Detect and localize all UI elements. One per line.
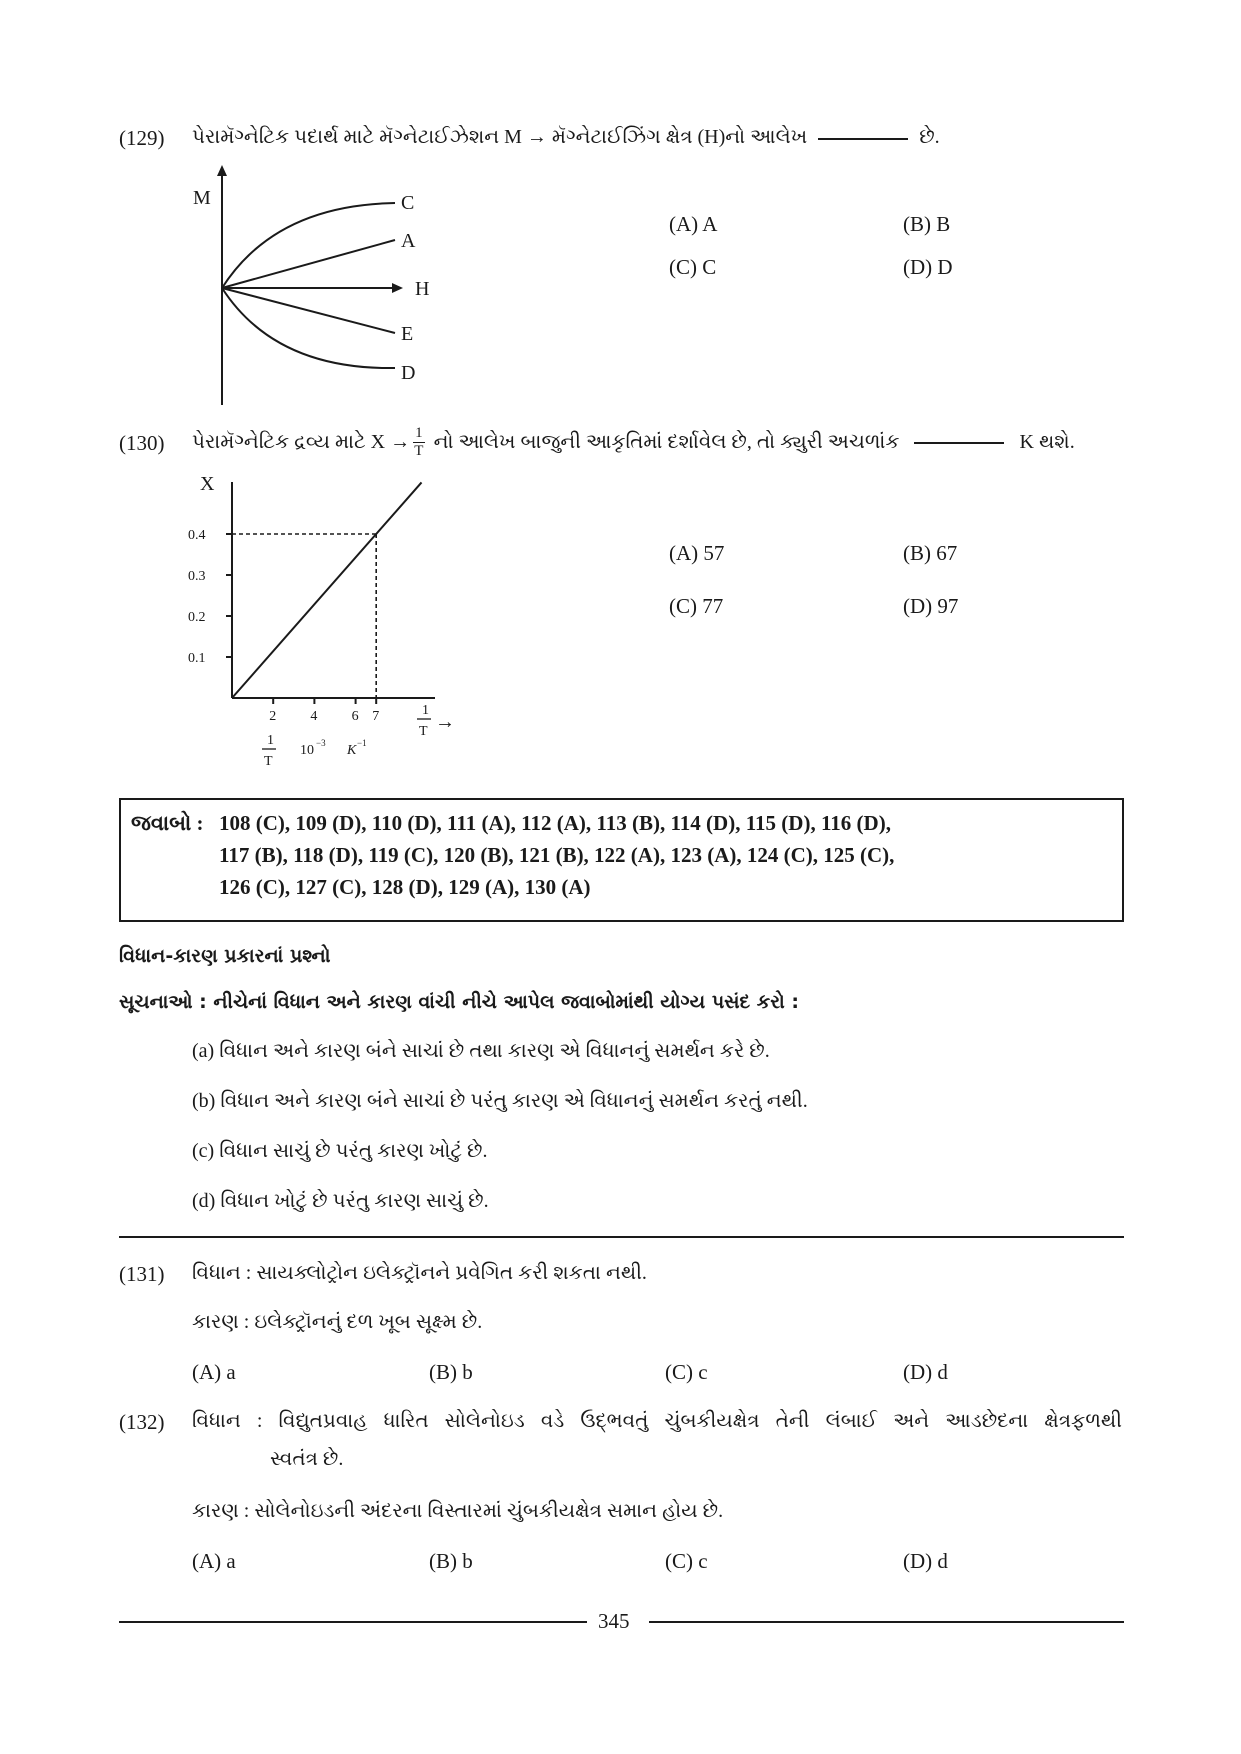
q130-number: (130) <box>119 431 165 455</box>
q130-units-power-exp: −3 <box>316 738 326 748</box>
q132-option-a[interactable]: (A) a <box>192 1549 236 1573</box>
q131-statement: વિધાન : સાયક્લોટ્રોન ઇલેક્ટ્રૉનને પ્રવેગિત કરી શકતા નથી. <box>192 1262 647 1284</box>
q130-y-label: X <box>200 473 215 495</box>
q130-frac-den: T <box>414 442 424 459</box>
q130-x-tick-label: 2 <box>269 709 277 724</box>
footer-rule-left <box>119 1621 587 1623</box>
q131-option-c[interactable]: (C) c <box>665 1360 708 1384</box>
choice-b: (b) વિધાન અને કારણ બંને સાચાં છે પરંતુ કારણ એ વિધાનનું સમર્થન કરતું નથી. <box>192 1090 808 1112</box>
q130-y-ticks <box>188 528 232 666</box>
q129-option-d[interactable]: (D) D <box>903 255 953 279</box>
footer-rule-right <box>649 1621 1124 1623</box>
q129-graph <box>185 165 445 410</box>
q131-reason: કારણ : ઇલેક્ટ્રૉનનું દળ ખૂબ સૂક્ષ્મ છે. <box>192 1311 483 1333</box>
q130-x-tick-label: 4 <box>310 709 318 724</box>
q129-label-c: C <box>401 192 415 214</box>
q129-suffix: છે. <box>919 126 940 148</box>
q129-curve-c <box>222 203 395 288</box>
q130-text-before: પેરામૅગ્નેટિક દ્રવ્ય માટે X → <box>192 430 411 453</box>
q129-x-arrow <box>392 283 403 293</box>
q130-graph <box>185 470 470 770</box>
q132-number: (132) <box>119 1410 165 1434</box>
q129-label-d: D <box>401 362 416 384</box>
section-divider <box>119 1236 1124 1238</box>
q131-number: (131) <box>119 1262 165 1286</box>
q129-text <box>192 126 940 149</box>
q131-option-b[interactable]: (B) b <box>429 1360 473 1384</box>
q130-text <box>192 420 1075 464</box>
q130-text-after: નો આલેખ બાજુની આકૃતિમાં દર્શાવેલ છે, તો ક્યુરી અચળાંક <box>433 430 900 453</box>
q130-blank <box>914 441 1004 444</box>
q132-option-b[interactable]: (B) b <box>429 1549 473 1573</box>
q132-statement-line-2: સ્વતંત્ર છે. <box>270 1448 344 1470</box>
q130-xlabel-den: T <box>419 724 428 739</box>
q130-y-tick-label: 0.1 <box>188 651 206 666</box>
q130-suffix: K થશે. <box>1019 430 1075 453</box>
choice-d: (d) વિધાન ખોટું છે પરંતુ કારણ સાચું છે. <box>192 1190 489 1212</box>
q132-option-d[interactable]: (D) d <box>903 1549 948 1573</box>
q130-y-tick-label: 0.3 <box>188 569 206 584</box>
q129-blank <box>818 137 908 140</box>
q132-reason: કારણ : સોલેનોઇડની અંદરના વિસ્તારમાં ચુંબકીયક્ષેત્ર સમાન હોય છે. <box>192 1500 724 1522</box>
q129-x-label: H <box>415 278 430 300</box>
q132-statement-line-1: વિધાન : વિદ્યુતપ્રવાહ ધારિત સોલેનોઇડ વડે ઉદ્ભવતું ચુંબકીયક્ષેત્ર તેની લંબાઈ અને આડછેદના ક્ષેત્રફળથી <box>192 1410 1122 1432</box>
q129-option-a[interactable]: (A) A <box>669 212 718 236</box>
q129-curve-d <box>222 288 395 368</box>
q130-units-den: T <box>264 754 273 769</box>
q129-curve-e <box>222 288 395 333</box>
q130-y-tick-label: 0.2 <box>188 610 206 625</box>
page-number: 345 <box>598 1609 630 1633</box>
section-title: વિધાન-કારણ પ્રકારનાં પ્રશ્નો <box>119 945 331 967</box>
q131-option-d[interactable]: (D) d <box>903 1360 948 1384</box>
q129-y-label: M <box>193 187 211 209</box>
answers-label: જવાબો : <box>131 811 204 835</box>
q131-option-a[interactable]: (A) a <box>192 1360 236 1384</box>
q129-label-e: E <box>401 323 414 345</box>
q130-units-power: 10 <box>300 743 314 758</box>
q129-curve-a <box>222 240 395 288</box>
q129-y-arrow <box>217 165 227 176</box>
choice-a: (a) વિધાન અને કારણ બંને સાચાં છે તથા કારણ એ વિધાનનું સમર્થન કરે છે. <box>192 1040 770 1062</box>
q130-y-tick-label: 0.4 <box>188 528 206 543</box>
q130-xlabel-num: 1 <box>422 703 429 718</box>
q129-text-main: પેરામૅગ્નેટિક પદાર્થ માટે મૅગ્નેટાઈઝેશન M → મૅગ્નેટાઈઝિંગ ક્ષેત્ર (H)નો આલેખ <box>192 126 808 148</box>
q130-option-d[interactable]: (D) 97 <box>903 594 959 618</box>
q129-option-c[interactable]: (C) C <box>669 255 717 279</box>
q130-xlabel-arrow: → <box>435 711 455 733</box>
q130-x-tick-label: 6 <box>351 709 359 724</box>
choice-c: (c) વિધાન સાચું છે પરંતુ કારણ ખોટું છે. <box>192 1140 488 1162</box>
q130-option-b[interactable]: (B) 67 <box>903 541 958 565</box>
answers-line-3: 126 (C), 127 (C), 128 (D), 129 (A), 130 (A) <box>219 875 591 899</box>
q130-frac-num: 1 <box>415 424 423 441</box>
section-instructions: સૂચનાઓ : નીચેનાં વિધાન અને કારણ વાંચી નીચે આપેલ જવાબોમાંથી યોગ્ય પસંદ કરો : <box>119 991 799 1013</box>
q132-option-c[interactable]: (C) c <box>665 1549 708 1573</box>
answers-line-2: 117 (B), 118 (D), 119 (C), 120 (B), 121 (B), 122 (A), 123 (A), 124 (C), 125 (C), <box>219 843 895 867</box>
q130-data-line <box>232 482 422 698</box>
q130-x-tick-label: 7 <box>372 709 380 724</box>
q129-number: (129) <box>119 126 165 150</box>
q130-units-num: 1 <box>267 733 274 748</box>
q130-x-ticks <box>269 698 379 724</box>
q130-fraction <box>413 425 425 460</box>
q130-units-k: K <box>347 743 357 758</box>
q130-option-a[interactable]: (A) 57 <box>669 541 725 565</box>
q130-option-c[interactable]: (C) 77 <box>669 594 724 618</box>
q129-option-b[interactable]: (B) B <box>903 212 951 236</box>
q129-label-a: A <box>401 230 416 252</box>
q130-units-k-exp: −1 <box>357 738 367 748</box>
answers-line-1: 108 (C), 109 (D), 110 (D), 111 (A), 112 (A), 113 (B), 114 (D), 115 (D), 116 (D), <box>219 811 891 835</box>
